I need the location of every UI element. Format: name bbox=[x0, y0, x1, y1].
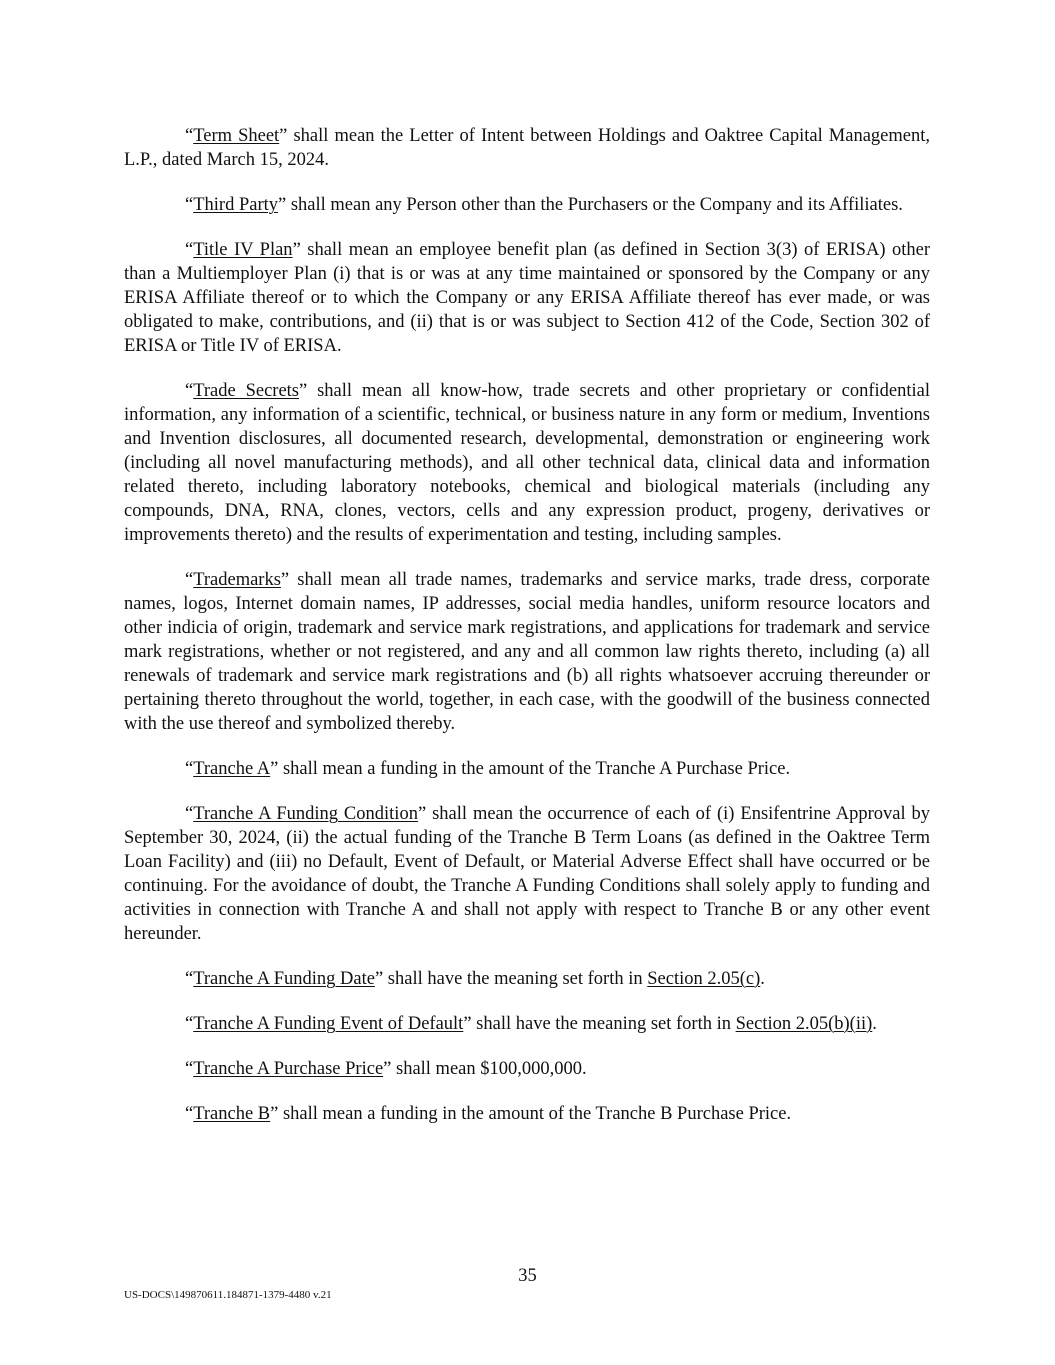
open-quote: “ bbox=[185, 195, 194, 215]
definition-text: ” shall mean an employee benefit plan (as defined in Section 3(3) of ERISA) other than a Multiemployer Plan (i) that is or was at any time maintained or sponsored by the Company or any ERISA Affiliate thereof or to which the Company or any ERISA Affiliate thereof has ever made, or was obligated to make, contributions, and (ii) that is or was subject to Section 412 of the Code, Section 302 of ERISA or Title IV of ERISA. bbox=[124, 240, 930, 356]
definition-text: ” shall mean all trade names, trademarks and service marks, trade dress, corporate names, logos, Internet domain names, IP addresses, social media handles, uniform resource locators and other indicia of origin, trademark and service mark registrations, and applications for trademark and service mark registrations, whether or not registered, and any and all common law rights thereto, including (a) all renewals of trademark and service mark registrations and (b) all rights whatsoever accruing thereunder or pertaining thereto throughout the world, together, in each case, with the goodwill of the business connected with the use thereof and symbolized thereby. bbox=[124, 570, 930, 734]
document-page bbox=[124, 124, 930, 1147]
definition-third-party bbox=[124, 193, 930, 217]
section-reference: Section 2.05(c) bbox=[647, 969, 761, 989]
defined-term: Tranche B bbox=[193, 1104, 271, 1124]
defined-term: Tranche A Funding Event of Default bbox=[193, 1014, 464, 1034]
definition-text: ” shall mean any Person other than the Purchasers or the Company and its Affiliates. bbox=[278, 195, 903, 215]
definition-tranche-a-purchase-price bbox=[124, 1057, 930, 1081]
open-quote: “ bbox=[185, 240, 194, 260]
defined-term: Tranche A bbox=[193, 759, 271, 779]
defined-term: Term Sheet bbox=[193, 126, 280, 146]
open-quote: “ bbox=[185, 570, 194, 590]
definition-text: ” shall mean a funding in the amount of the Tranche A Purchase Price. bbox=[270, 759, 791, 779]
open-quote: “ bbox=[185, 1014, 194, 1034]
definition-tranche-b bbox=[124, 1102, 930, 1126]
open-quote: “ bbox=[185, 1059, 194, 1079]
defined-term: Trademarks bbox=[193, 570, 281, 590]
definition-tranche-a-funding-date bbox=[124, 967, 930, 991]
open-quote: “ bbox=[185, 381, 194, 401]
section-reference: Section 2.05(b)(ii) bbox=[735, 1014, 873, 1034]
definition-trade-secrets bbox=[124, 379, 930, 547]
definition-tranche-a bbox=[124, 757, 930, 781]
definition-title-iv-plan bbox=[124, 238, 930, 358]
defined-term: Title IV Plan bbox=[193, 240, 293, 260]
defined-term: Trade Secrets bbox=[193, 381, 300, 401]
definition-text: ” shall mean a funding in the amount of the Tranche B Purchase Price. bbox=[270, 1104, 792, 1124]
open-quote: “ bbox=[185, 759, 194, 779]
defined-term: Tranche A Purchase Price bbox=[193, 1059, 384, 1079]
definition-text: ” shall mean $100,000,000. bbox=[383, 1059, 587, 1079]
page-number: 35 bbox=[518, 1266, 537, 1286]
defined-term: Tranche A Funding Condition bbox=[193, 804, 418, 824]
defined-term: Third Party bbox=[193, 195, 278, 215]
open-quote: “ bbox=[185, 804, 194, 824]
open-quote: “ bbox=[185, 969, 194, 989]
definition-text: ” shall mean all know-how, trade secrets and other proprietary or confidential information, any information of a scientific, technical, or business nature in any form or medium, Inventions and Invention disclosures, all documented research, developmental, demonstration or engineering work (including all novel manufacturing methods), and all other technical data, clinical data and information related thereto, including laboratory notebooks, chemical and biological materials (including any compounds, DNA, RNA, clones, vectors, cells and any expression product, progeny, derivatives or improvements thereto) and the results of experimentation and testing, including samples. bbox=[124, 381, 930, 545]
document-id: US-DOCS\149870611.184871-1379-4480 v.21 bbox=[124, 1289, 332, 1301]
definition-tranche-a-funding-event-of-default bbox=[124, 1012, 930, 1036]
definition-text: ” shall have the meaning set forth in bbox=[374, 969, 648, 989]
definition-text: ” shall mean the Letter of Intent between Holdings and Oaktree Capital Management, L.P., dated March 15, 2024. bbox=[124, 126, 930, 170]
definition-term-sheet bbox=[124, 124, 930, 172]
open-quote: “ bbox=[185, 1104, 194, 1124]
definition-text: ” shall have the meaning set forth in bbox=[463, 1014, 736, 1034]
definition-tail: . bbox=[760, 969, 765, 989]
definition-text: ” shall mean the occurrence of each of (i) Ensifentrine Approval by September 30, 2024, (ii) the actual funding of the Tranche B Term Loans (as defined in the Oaktree Term Loan Facility) and (iii) no Default, Event of Default, or Material Adverse Effect shall have occurred or be continuing. For the avoidance of doubt, the Tranche A Funding Conditions shall solely apply to funding and activities in connection with Tranche A and shall not apply with respect to Tranche B or any other event hereunder. bbox=[124, 804, 931, 944]
open-quote: “ bbox=[185, 126, 194, 146]
definition-trademarks bbox=[124, 568, 930, 736]
definition-tranche-a-funding-condition bbox=[124, 802, 930, 946]
definition-tail: . bbox=[872, 1014, 877, 1034]
defined-term: Tranche A Funding Date bbox=[193, 969, 375, 989]
